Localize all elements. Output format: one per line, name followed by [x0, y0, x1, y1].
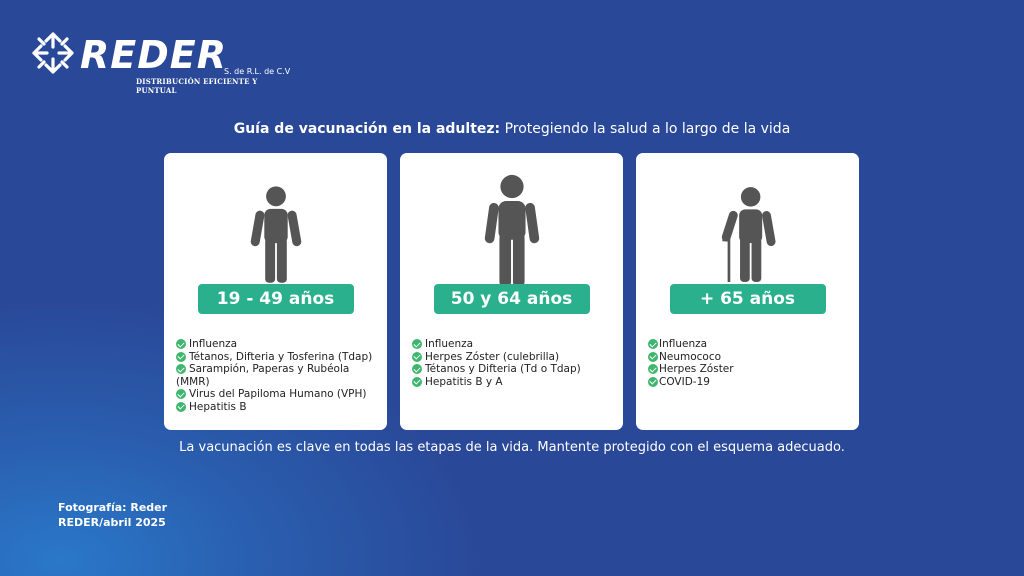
age-card-65-plus [636, 153, 859, 430]
check-icon [412, 339, 422, 349]
legal-suffix: S. de R.L. de C.V [224, 67, 291, 76]
age-badge: 19 - 49 años [198, 284, 354, 314]
list-item: Tétanos, Difteria y Tosferina (Tdap) [176, 351, 379, 364]
photo-credit: Fotografía: Reder [58, 501, 168, 514]
list-item: Tétanos y Difteria (Td o Tdap) [412, 363, 615, 376]
list-item: Hepatitis B [176, 401, 379, 414]
check-icon [648, 339, 658, 349]
age-card-19-49 [164, 153, 387, 430]
list-item: Neumococo [648, 351, 851, 364]
age-badge: 50 y 64 años [434, 284, 590, 314]
title-bold: Guía de vacunación en la adultez: [233, 121, 501, 137]
list-item: Virus del Papiloma Humano (VPH) [176, 388, 379, 401]
check-icon [176, 389, 186, 399]
brand-name: REDER [80, 33, 227, 77]
elderly-person-with-cane-icon [717, 183, 779, 287]
list-item: COVID-19 [648, 376, 851, 389]
check-icon [412, 377, 422, 387]
list-item: Herpes Zóster [648, 363, 851, 376]
list-item: Hepatitis B y A [412, 376, 615, 389]
vaccine-list [648, 338, 851, 388]
source-credit: REDER/abril 2025 [58, 516, 166, 529]
check-icon [648, 364, 658, 374]
list-item: Influenza [412, 338, 615, 351]
age-badge: + 65 años [670, 284, 826, 314]
list-item: Influenza [648, 338, 851, 351]
list-item: Influenza [176, 338, 379, 351]
adult-person-icon [249, 183, 303, 287]
brand-tagline: DISTRIBUCIÓN EFICIENTE Y PUNTUAL [136, 77, 258, 95]
check-icon [176, 364, 186, 374]
check-icon [176, 352, 186, 362]
check-icon [412, 352, 422, 362]
page-title [0, 121, 1024, 137]
check-icon [176, 339, 186, 349]
footer-message: La vacunación es clave en todas las etapas de la vida. Mantente protegido con el esquema adecuado. [179, 440, 845, 455]
vaccine-list [412, 338, 615, 388]
title-subtitle: Protegiendo la salud a lo largo de la vida [504, 121, 791, 137]
reder-logo-mark-icon [30, 30, 76, 76]
check-icon [412, 364, 422, 374]
check-icon [648, 377, 658, 387]
list-item: Herpes Zóster (culebrilla) [412, 351, 615, 364]
reder-logo [30, 30, 300, 95]
age-card-50-64 [400, 153, 623, 430]
list-item: Sarampión, Paperas y Rubéola (MMR) [176, 363, 350, 388]
middle-aged-person-icon [483, 173, 541, 289]
check-icon [648, 352, 658, 362]
check-icon [176, 402, 186, 412]
vaccine-list [176, 338, 379, 413]
photo-credits [58, 500, 167, 530]
